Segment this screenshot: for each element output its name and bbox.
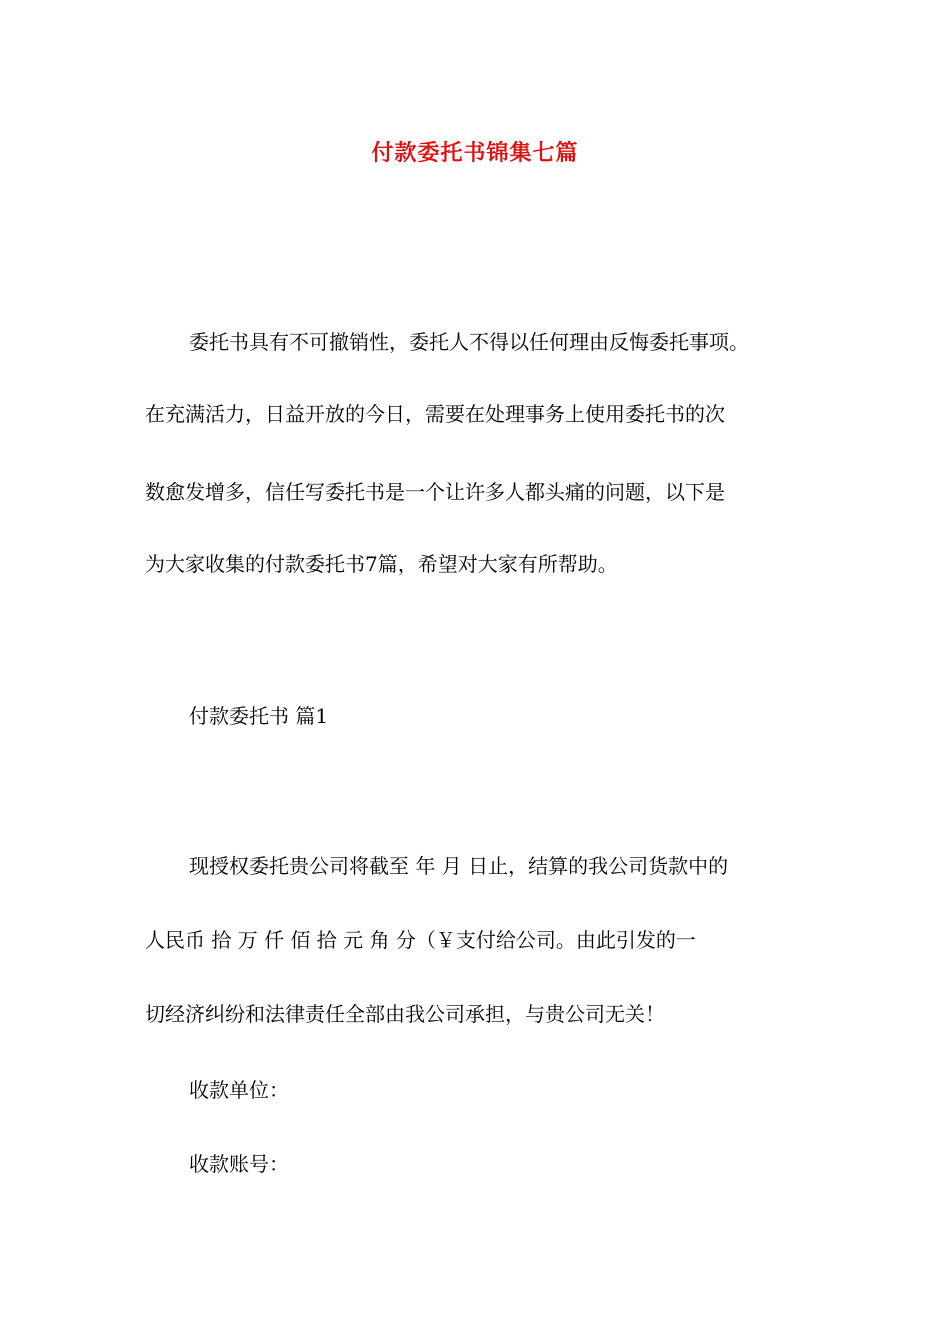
section-heading: 付款委托书 篇1: [189, 704, 329, 728]
document-title: 付款委托书锦集七篇: [371, 140, 579, 166]
payee-account-field: 收款账号：: [189, 1152, 289, 1176]
intro-line-2: 在充满活力，日益开放的今日，需要在处理事务上使用委托书的次: [145, 402, 725, 426]
intro-line-1: 委托书具有不可撤销性，委托人不得以任何理由反悔委托事项。: [189, 330, 749, 354]
body-line-2: 人民币 拾 万 仟 佰 拾 元 角 分（￥支付给公司。由此引发的一: [145, 928, 696, 952]
body-line-1: 现授权委托贵公司将截至 年 月 日止，结算的我公司货款中的: [189, 854, 729, 878]
payee-unit-field: 收款单位：: [189, 1078, 289, 1102]
intro-line-3: 数愈发增多，信任写委托书是一个让许多人都头痛的问题，以下是: [145, 480, 725, 504]
body-line-3: 切经济纠纷和法律责任全部由我公司承担，与贵公司无关！: [145, 1002, 665, 1026]
intro-line-4: 为大家收集的付款委托书7篇，希望对大家有所帮助。: [145, 552, 618, 576]
